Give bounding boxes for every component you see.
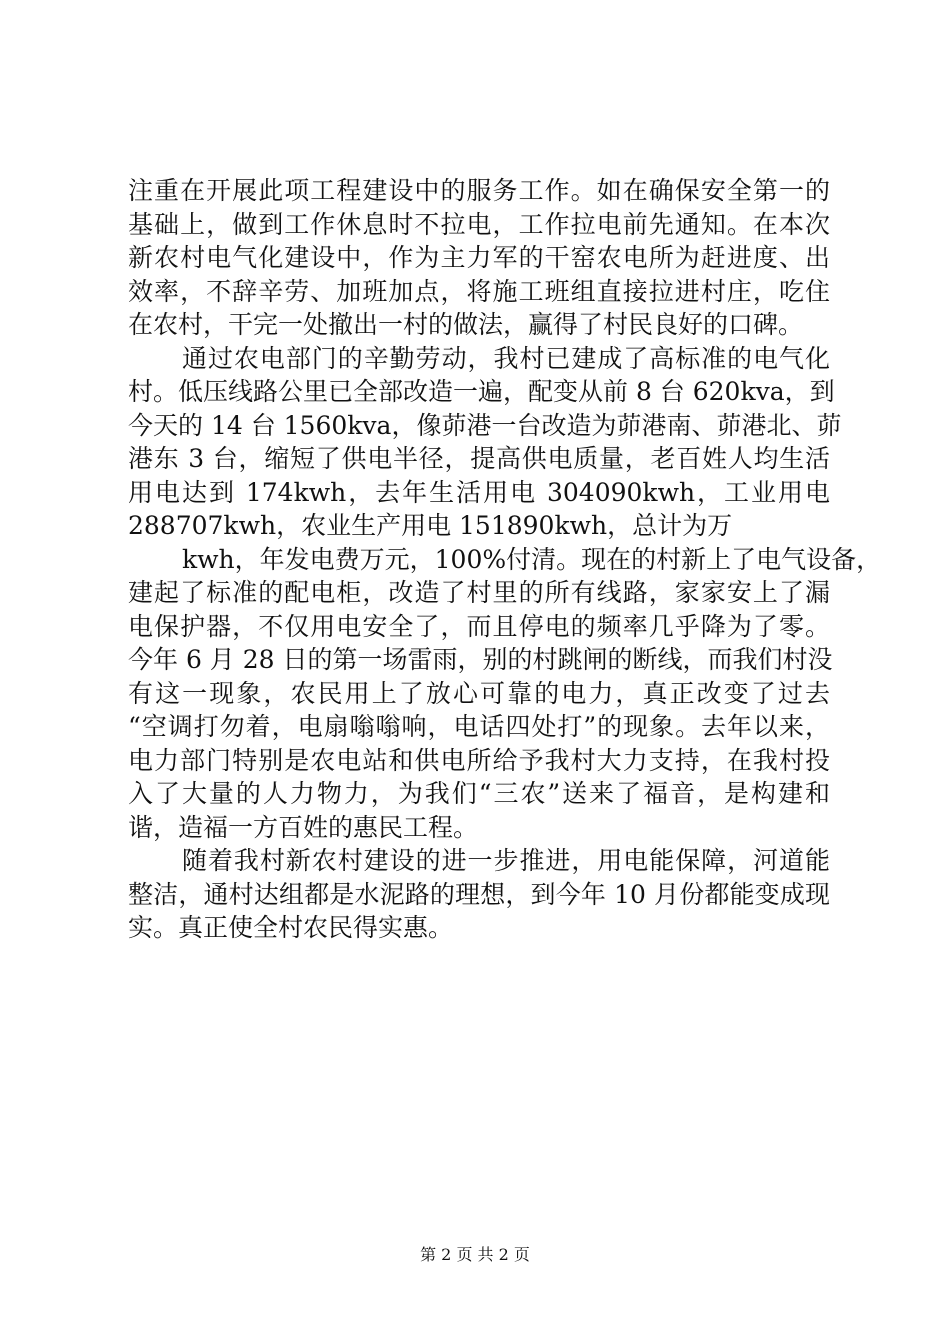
text-line: 电保护器，不仅用电安全了，而且停电的频率几乎降为了零。 <box>128 611 830 641</box>
text-line: 今天的 14 台 1560kva，像茆港一台改造为茆港南、茆港北、茆 <box>128 410 842 440</box>
text-line: 注重在开展此项工程建设中的服务工作。如在确保安全第一的 <box>128 176 830 205</box>
text-line: “空调打勿着，电扇嗡嗡响，电话四处打”的现象。去年以来， <box>128 712 830 741</box>
text-line: 电力部门特别是农电站和供电所给予我村大力支持，在我村投 <box>128 745 830 775</box>
text-line: 效率，不辞辛劳、加班加点，将施工班组直接拉进村庄，吃住 <box>128 276 830 306</box>
body-text <box>128 174 882 945</box>
text-line: 港东 3 台，缩短了供电半径，提高供电质量，老百姓人均生活 <box>128 444 830 473</box>
text-line: 今年 6 月 28 日的第一场雷雨，别的村跳闸的断线，而我们村没 <box>128 645 833 674</box>
text-line: 随着我村新农村建设的进一步推进，用电能保障，河道能 <box>182 846 830 875</box>
text-line: kwh，年发电费万元，100%付清。现在的村新上了电气设备， <box>182 544 882 574</box>
page-number-footer: 第 2 页 共 2 页 <box>420 1245 530 1264</box>
text-line: 入了大量的人力物力，为我们“三农”送来了福音，是构建和 <box>128 779 830 808</box>
text-line: 基础上，做到工作休息时不拉电，工作拉电前先通知。在本次 <box>128 209 830 239</box>
text-line: 村。低压线路公里已全部改造一遍，配变从前 8 台 620kva，到 <box>128 377 835 406</box>
text-line: 在农村，干完一处撤出一村的做法，赢得了村民良好的口碑。 <box>128 310 804 339</box>
text-line: 新农村电气化建设中，作为主力军的干窑农电所为赶进度、出 <box>128 243 830 272</box>
text-line: 谐，造福一方百姓的惠民工程。 <box>128 812 479 842</box>
text-line: 用电达到 174kwh，去年生活用电 304090kwh，工业用电 <box>128 477 830 507</box>
text-line: 288707kwh，农业生产用电 151890kwh，总计为万 <box>128 511 733 540</box>
text-line: 建起了标准的配电柜，改造了村里的所有线路，家家安上了漏 <box>128 578 830 607</box>
text-line: 实。真正使全村农民得实惠。 <box>128 913 454 942</box>
text-line: 有这一现象，农民用上了放心可靠的电力，真正改变了过去 <box>128 678 830 708</box>
text-line: 整洁，通村达组都是水泥路的理想，到今年 10 月份都能变成现 <box>128 879 830 909</box>
text-line: 通过农电部门的辛勤劳动，我村已建成了高标准的电气化 <box>182 343 830 373</box>
